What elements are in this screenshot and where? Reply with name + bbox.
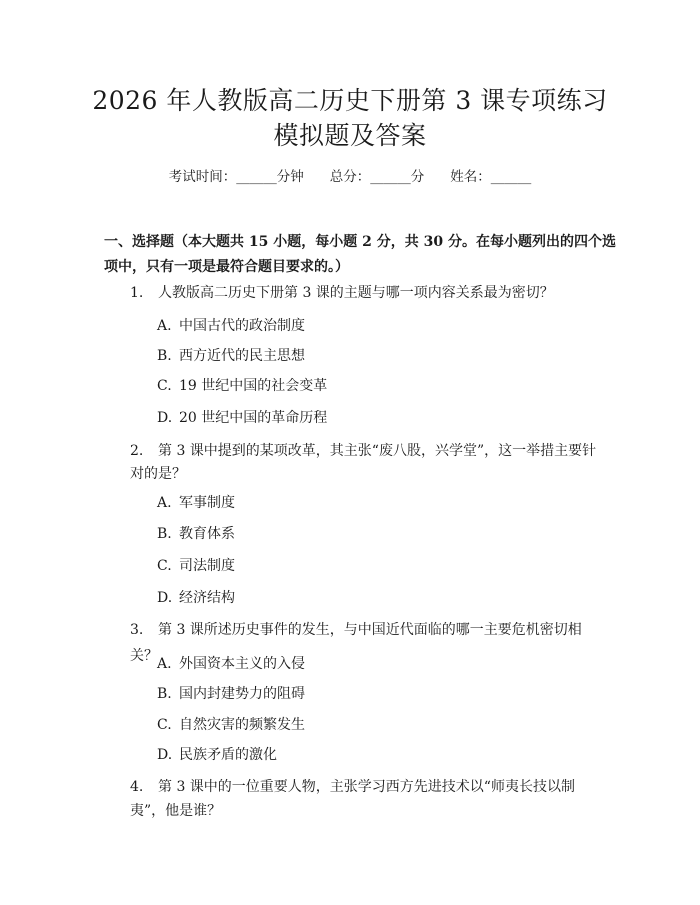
option-text: 经济结构: [179, 590, 235, 606]
option-letter: C.: [157, 558, 172, 574]
option-text: 司法制度: [179, 558, 235, 574]
section-heading-line-1: 一、选择题（本大题共 15 小题，每小题 2 分，共 30 分。在每小题列出的四个选: [104, 234, 616, 250]
option-text: 中国古代的政治制度: [179, 318, 305, 334]
option-text: 民族矛盾的激化: [179, 747, 277, 763]
option-letter: C.: [157, 717, 172, 733]
exam-time-field: 考试时间：______分钟: [168, 169, 304, 185]
question-text: 第 3 课所述历史事件的发生，与中国近代面临的哪一主要危机密切相关？: [130, 622, 582, 664]
option-3d: [157, 742, 277, 768]
question-1: [130, 280, 600, 306]
question-2: [130, 438, 600, 464]
option-2d: [157, 585, 235, 611]
option-text: 20 世纪中国的革命历程: [179, 410, 328, 426]
question-text: 第 3 课中的一位重要人物，主张学习西方先进技术以“师夷长技以制: [158, 779, 575, 795]
student-name-field: 姓名：______: [450, 169, 532, 185]
option-letter: B.: [157, 686, 172, 702]
option-1a: [157, 313, 305, 339]
option-2b: [157, 521, 235, 547]
option-letter: A.: [157, 656, 172, 672]
total-score-field: 总分：______分: [329, 169, 425, 185]
option-2c: [157, 553, 235, 579]
option-letter: B.: [157, 526, 172, 542]
question-2-continuation: 对的是？: [130, 466, 186, 482]
question-number: 2.: [130, 443, 144, 459]
option-1c: [157, 373, 327, 399]
option-text: 外国资本主义的入侵: [179, 656, 305, 672]
option-3a: [157, 651, 305, 677]
page-title-line-1: 2026 年人教版高二历史下册第 3 课专项练习: [92, 86, 608, 115]
option-1b: [157, 343, 305, 369]
question-4-continuation: 夷”，他是谁？: [130, 803, 222, 819]
question-number: 4.: [130, 779, 144, 795]
option-text: 国内封建势力的阻碍: [179, 686, 305, 702]
question-number: 1.: [130, 285, 144, 301]
option-text: 军事制度: [179, 495, 235, 511]
option-letter: A.: [157, 495, 172, 511]
option-text: 西方近代的民主思想: [179, 348, 305, 364]
option-3c: [157, 712, 305, 738]
question-text: 人教版高二历史下册第 3 课的主题与哪一项内容关系最为密切？: [158, 285, 554, 301]
option-2a: [157, 490, 235, 516]
option-letter: A.: [157, 318, 172, 334]
option-letter: D.: [157, 747, 173, 763]
option-letter: B.: [157, 348, 172, 364]
question-number: 3.: [130, 622, 144, 638]
exam-meta: [0, 167, 700, 187]
question-4: [130, 774, 600, 800]
option-text: 19 世纪中国的社会变革: [179, 378, 328, 394]
section-heading-line-2: 项中，只有一项是最符合题目要求的。）: [104, 259, 349, 275]
page-title-line-2: 模拟题及答案: [273, 121, 427, 150]
option-text: 教育体系: [179, 526, 235, 542]
option-3b: [157, 681, 305, 707]
option-1d: [157, 405, 327, 431]
question-text: 第 3 课中提到的某项改革，其主张“废八股，兴学堂”，这一举措主要针: [158, 443, 597, 459]
option-text: 自然灾害的频繁发生: [179, 717, 305, 733]
option-letter: D.: [157, 590, 173, 606]
option-letter: C.: [157, 378, 172, 394]
option-letter: D.: [157, 410, 173, 426]
